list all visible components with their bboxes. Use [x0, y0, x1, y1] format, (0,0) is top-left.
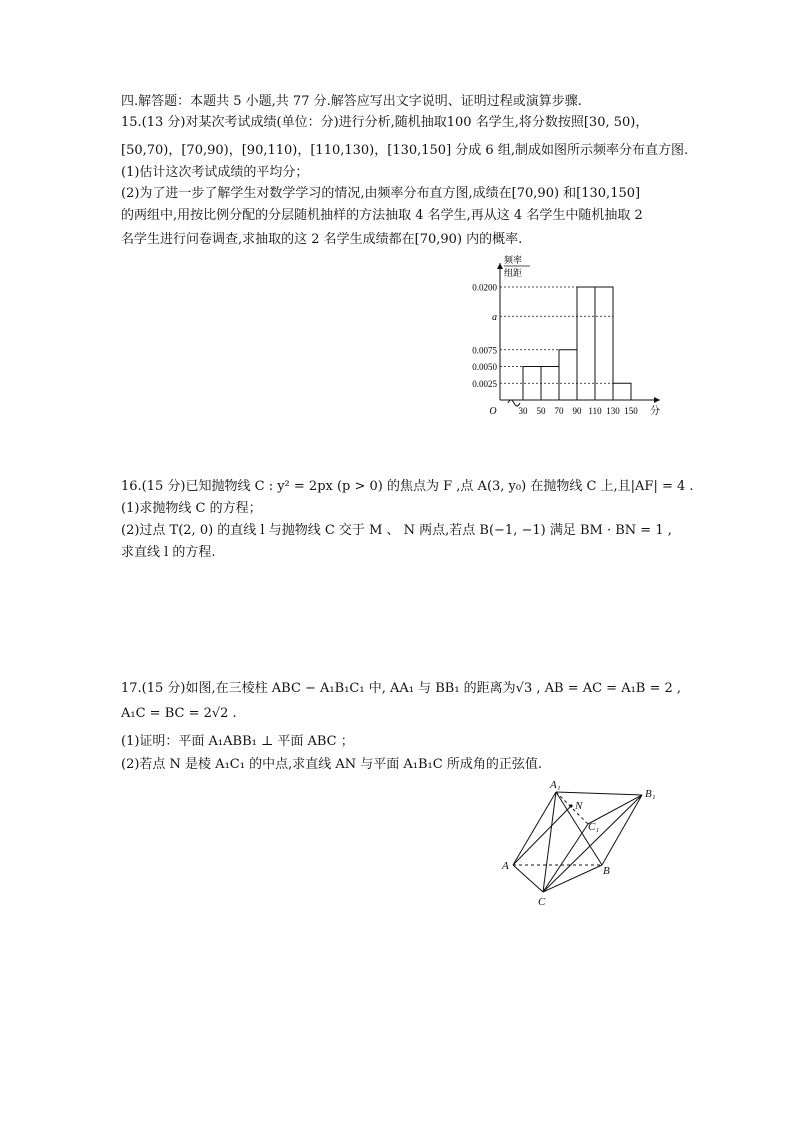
q17-part1: (1)证明：平面 A₁ABB₁ ⊥ 平面 ABC ；: [121, 734, 354, 749]
edge-a1c1-hidden: [556, 792, 588, 824]
label-b: B: [603, 865, 610, 877]
x-tick-label-110: 110: [588, 406, 602, 416]
edge-ac: [513, 865, 543, 892]
label-a1: A₁: [550, 779, 561, 791]
q15-line2: [50,70)，[70,90)，[90,110)，[110,130)，[130,150] 分成 6 组,制成如图所示频率分布直方图.: [121, 143, 689, 158]
q17-line1: 17.(15 分)如图,在三棱柱 ABC − A₁B₁C₁ 中, AA₁ 与 BB₁ 的距离为√3 , AB = AC = A₁B = 2 ,: [121, 681, 682, 696]
origin-label: O: [489, 406, 497, 417]
label-n: N: [575, 800, 583, 812]
q15-line1: 15.(13 分)对某次考试成绩(单位：分)进行分析,随机抽取100 名学生,将分数按照[30, 50)，: [121, 115, 649, 130]
edge-a1b1: [556, 792, 642, 795]
x-tick-label-130: 130: [606, 406, 620, 416]
label-c1: C₁: [588, 821, 600, 833]
y-axis-arrow: [497, 263, 503, 269]
y-tick-label-0: 0.0025: [472, 378, 497, 389]
section-header: 四.解答题：本题共 5 小题,共 77 分.解答应写出文字说明、证明过程或演算步骤.: [121, 94, 582, 109]
bar-[70,90): [559, 350, 577, 400]
label-c: C: [538, 896, 546, 908]
q17-line2: A₁C = BC = 2√2 .: [121, 706, 237, 721]
q16-part1: (1)求抛物线 C 的方程；: [121, 501, 262, 516]
q16-part2-line1: (2)过点 T(2, 0) 的直线 l 与抛物线 C 交于 M 、 N 两点,若点 B(−1, −1) 满足 BM · BN = 1 ,: [121, 523, 672, 538]
x-tick-label-70: 70: [554, 406, 564, 416]
label-a: A: [502, 860, 509, 872]
x-axis-arrow: [654, 397, 660, 403]
q16-line1: 16.(15 分)已知抛物线 C : y² = 2px (p > 0) 的焦点为 F ,点 A(3, y₀) 在抛物线 C 上,且|AF| = 4 .: [121, 479, 694, 494]
frequency-histogram: [455, 255, 675, 420]
y-label-top: 频率: [504, 255, 523, 265]
y-tick-label-1: 0.0050: [472, 362, 497, 372]
x-axis-label: 分: [650, 406, 660, 417]
edge-ca1: [543, 792, 556, 892]
x-tick-label-50: 50: [536, 406, 546, 416]
q16-part2-line2: 求直线 l 的方程.: [121, 545, 216, 560]
x-tick-label-150: 150: [624, 406, 638, 416]
y-tick-label-2: 0.0075: [472, 345, 497, 356]
y-tick-label-3: a: [492, 311, 497, 323]
q15-part1: (1)估计这次考试成绩的平均分；: [121, 165, 309, 180]
y-tick-label-4: 0.0200: [472, 282, 497, 293]
x-tick-label-30: 30: [518, 406, 528, 416]
q15-part2-line2: 的两组中,用按比例分配的分层随机抽样的方法抽取 4 名学生,再从这 4 名学生中随机抽取 2: [121, 208, 643, 223]
prism-figure: [495, 775, 695, 915]
bar-[130,150]: [613, 383, 631, 400]
q15-part2-line3: 名学生进行问卷调查,求抽取的这 2 名学生成绩都在[70,90) 内的概率.: [121, 232, 523, 247]
x-tick-label-90: 90: [572, 406, 582, 416]
label-b1: B₁: [645, 788, 656, 800]
q17-part2: (2)若点 N 是棱 A₁C₁ 的中点,求直线 AN 与平面 A₁B₁C 所成角的正弦值.: [121, 757, 542, 772]
q15-part2-line1: (2)为了进一步了解学生对数学学习的情况,由频率分布直方图,成绩在[70,90) 和[130,150]: [121, 186, 641, 201]
edge-cb1: [543, 795, 642, 892]
y-label-bottom: 组距: [504, 268, 523, 278]
point-n: [569, 804, 572, 807]
